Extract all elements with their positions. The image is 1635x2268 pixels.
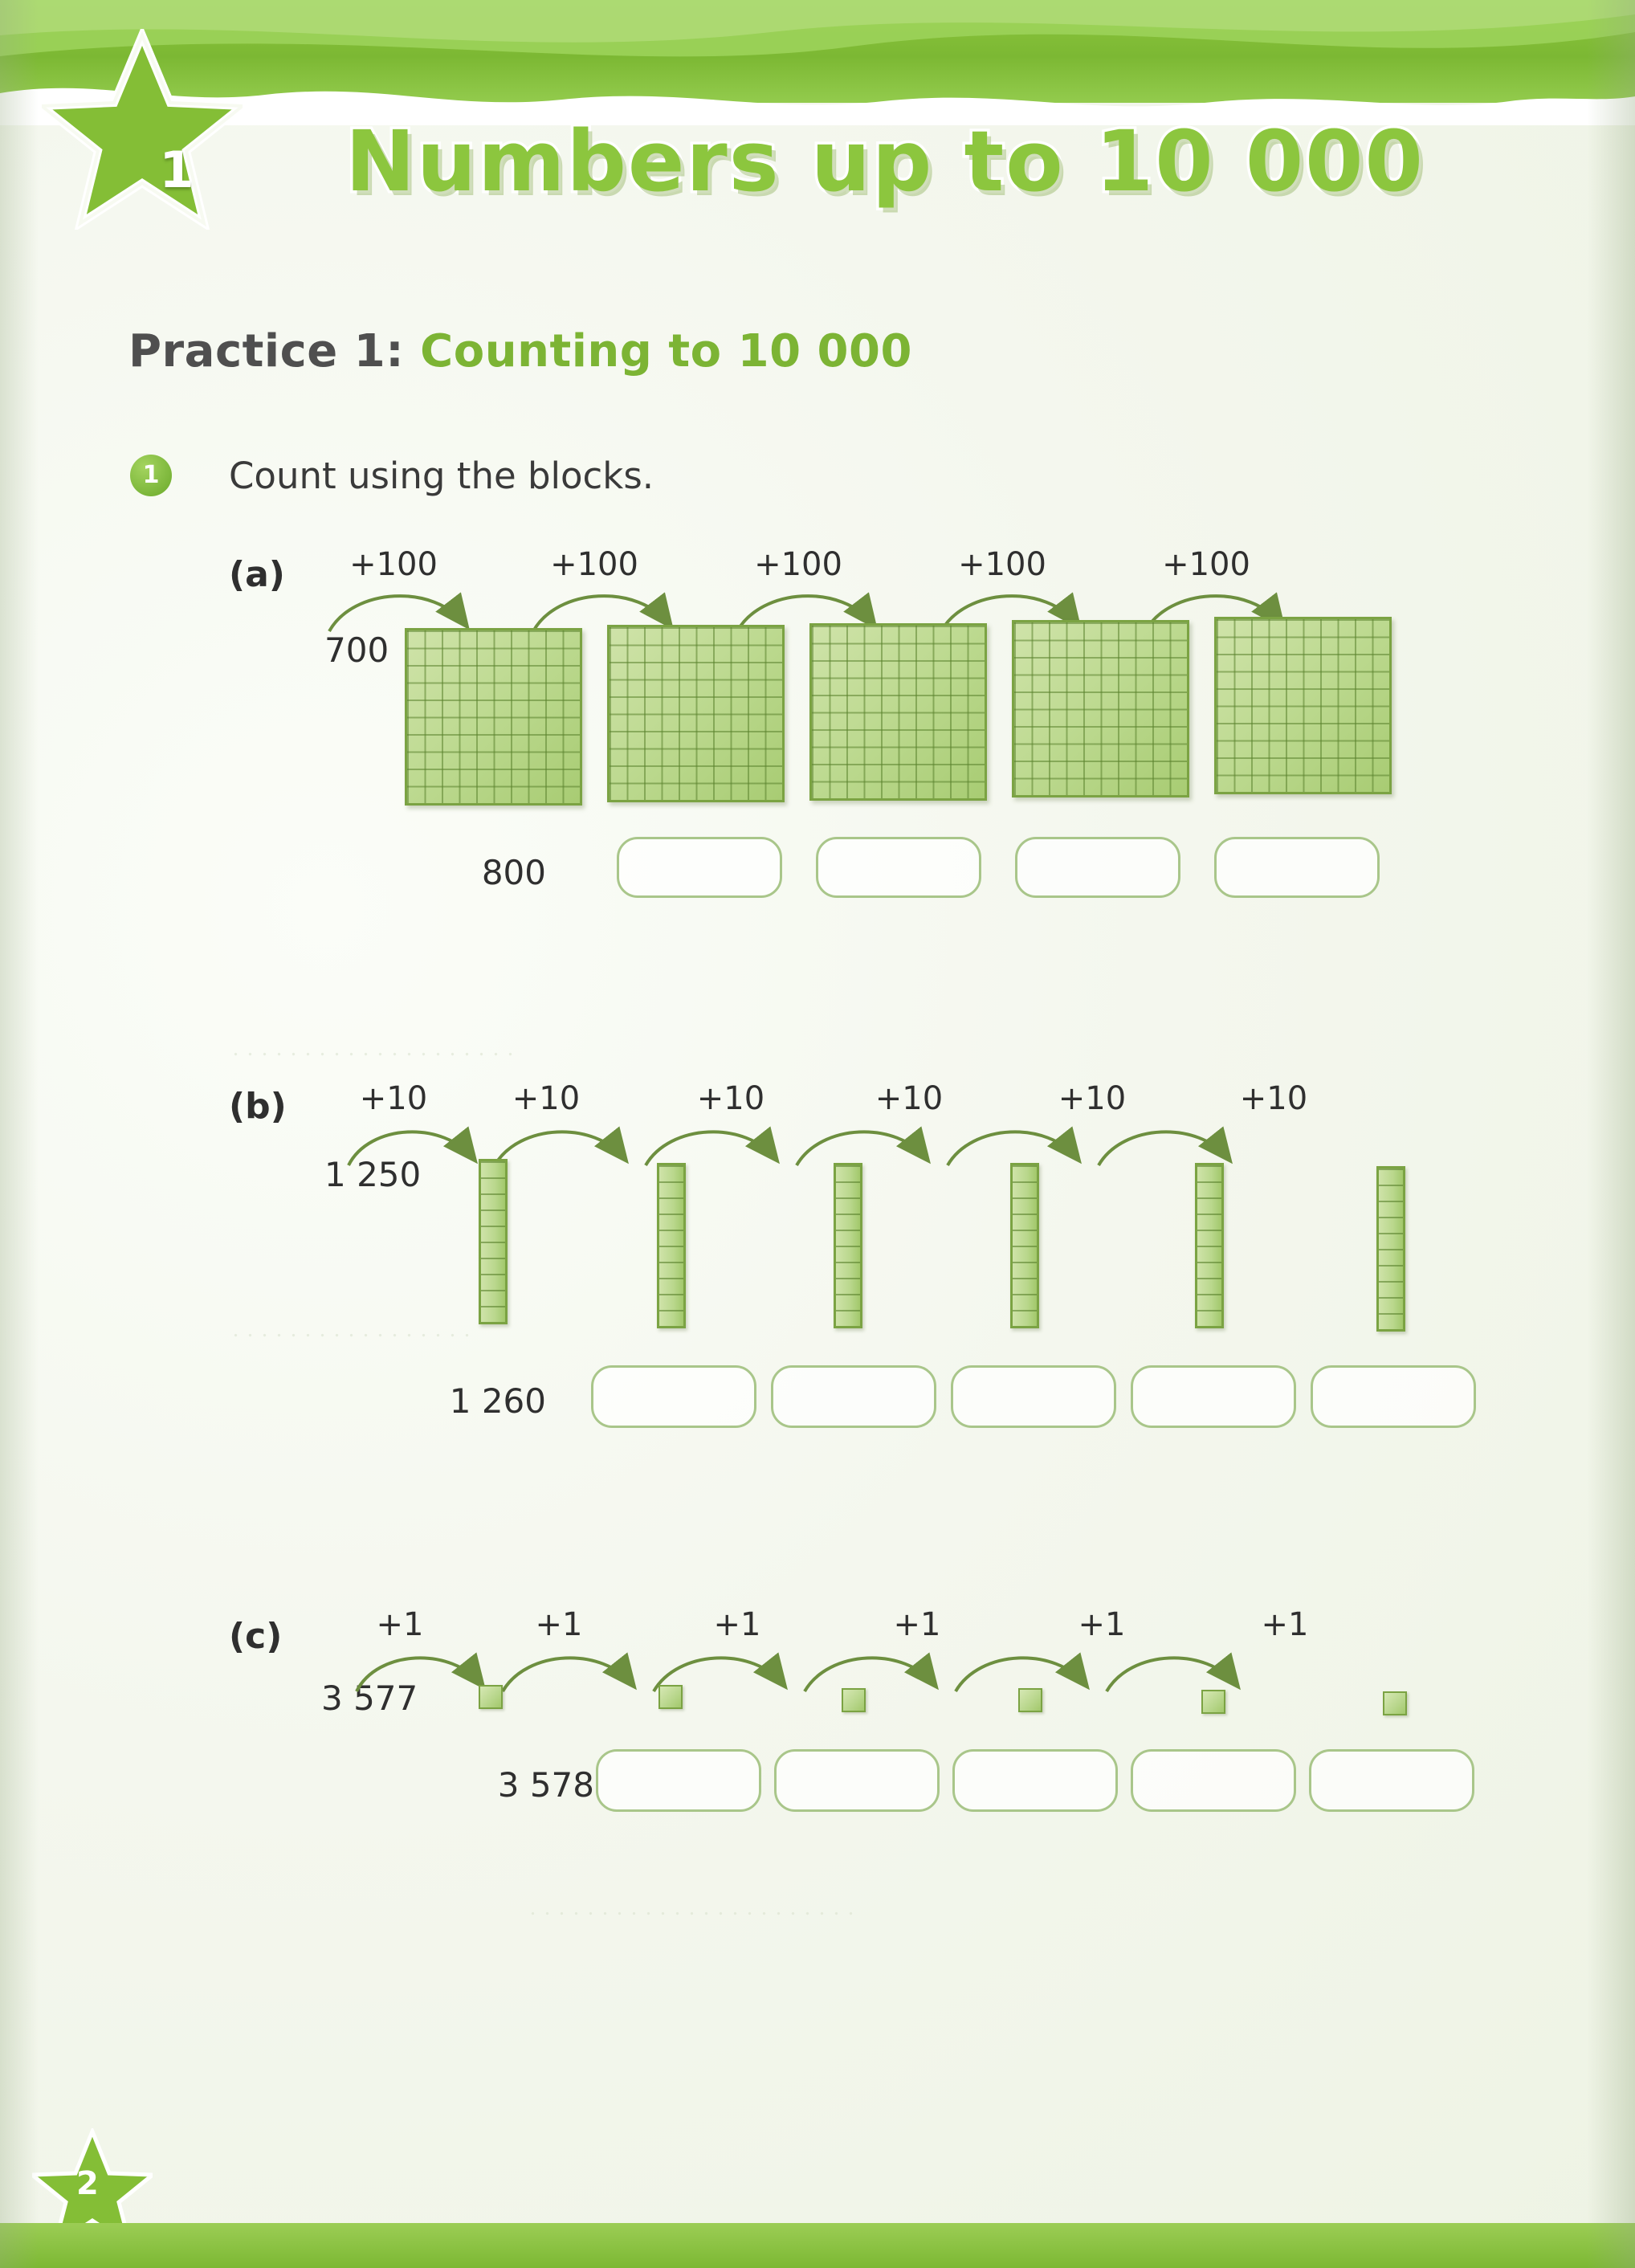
part-a-answer-box-3[interactable]	[1015, 837, 1180, 898]
chapter-number: 1	[159, 141, 194, 199]
chapter-star-badge	[42, 29, 243, 230]
part-a-start-value: 700	[324, 630, 389, 670]
hundred-flat-block	[607, 625, 785, 802]
question-instruction: Count using the blocks.	[229, 455, 654, 497]
part-b-step-3: +10	[696, 1080, 765, 1117]
part-c-step-4: +1	[893, 1606, 941, 1643]
ten-rod-block	[834, 1163, 862, 1328]
hundred-flat-block	[405, 628, 582, 806]
part-c-given-answer: 3 578	[497, 1765, 594, 1805]
part-a-answer-box-1[interactable]	[617, 837, 782, 898]
ghost-text: . . . . . . . . . . . . . . . . .	[233, 1317, 471, 1342]
part-label-a: (a)	[229, 554, 285, 595]
part-b-answer-box-1[interactable]	[591, 1365, 756, 1428]
practice-heading-dark: Practice 1:	[128, 325, 405, 377]
one-cube-block	[842, 1688, 866, 1712]
one-cube-block	[1383, 1691, 1407, 1715]
part-a-step-1: +100	[349, 546, 438, 583]
part-c-step-6: +1	[1261, 1606, 1309, 1643]
part-c-arrows	[345, 1638, 1413, 1707]
part-b-step-1: +10	[359, 1080, 428, 1117]
hundred-flat-block	[1214, 617, 1392, 794]
hundred-flat-block	[809, 623, 987, 801]
part-c-step-3: +1	[713, 1606, 761, 1643]
chapter-title: Numbers up to 10 000	[345, 112, 1425, 210]
ghost-text: . . . . . . . . . . . . . . . . . . . .	[233, 1036, 515, 1061]
ten-rod-block	[479, 1159, 508, 1324]
page-right-shadow	[1587, 0, 1635, 2268]
one-cube-block	[1201, 1690, 1225, 1714]
part-c-answer-box-1[interactable]	[596, 1749, 761, 1812]
part-a-step-5: +100	[1162, 546, 1250, 583]
part-b-step-4: +10	[875, 1080, 944, 1117]
one-cube-block	[658, 1685, 683, 1709]
ten-rod-block	[1376, 1166, 1405, 1332]
one-cube-block	[479, 1685, 503, 1709]
ten-rod-block	[1195, 1163, 1224, 1328]
ghost-text: . . . . . . . . . . . . . . . . . . . . . . .	[530, 1895, 855, 1920]
part-a-answer-box-2[interactable]	[816, 837, 981, 898]
part-a-step-3: +100	[754, 546, 842, 583]
part-c-step-5: +1	[1078, 1606, 1126, 1643]
ten-rod-block	[657, 1163, 686, 1328]
page-left-shadow	[0, 0, 39, 2268]
part-b-answer-box-4[interactable]	[1131, 1365, 1296, 1428]
one-cube-block	[1018, 1688, 1042, 1712]
question-number-badge: 1	[130, 455, 172, 496]
part-c-step-1: +1	[376, 1606, 424, 1643]
part-c-step-2: +1	[535, 1606, 583, 1643]
ten-rod-block	[1010, 1163, 1039, 1328]
footer-bar	[0, 2223, 1635, 2268]
part-b-step-2: +10	[512, 1080, 581, 1117]
part-label-c: (c)	[229, 1616, 283, 1657]
part-c-answer-box-5[interactable]	[1309, 1749, 1474, 1812]
part-b-step-5: +10	[1058, 1080, 1127, 1117]
part-b-answer-box-3[interactable]	[951, 1365, 1116, 1428]
part-b-given-answer: 1 260	[449, 1381, 546, 1421]
part-b-step-6: +10	[1239, 1080, 1308, 1117]
practice-heading-green: Counting to 10 000	[420, 325, 912, 377]
practice-heading	[128, 325, 912, 377]
hundred-flat-block	[1012, 620, 1189, 797]
part-a-given-answer: 800	[481, 853, 546, 892]
part-b-answer-box-5[interactable]	[1311, 1365, 1476, 1428]
part-c-answer-box-3[interactable]	[952, 1749, 1118, 1812]
part-c-answer-box-4[interactable]	[1131, 1749, 1296, 1812]
page-number: 2	[76, 2165, 99, 2202]
part-a-answer-box-4[interactable]	[1214, 837, 1380, 898]
part-b-answer-box-2[interactable]	[771, 1365, 936, 1428]
part-label-b: (b)	[229, 1086, 287, 1127]
part-b-start-value: 1 250	[324, 1155, 422, 1194]
part-c-answer-box-2[interactable]	[774, 1749, 940, 1812]
part-c-start-value: 3 577	[321, 1679, 418, 1718]
part-a-step-4: +100	[958, 546, 1046, 583]
part-a-step-2: +100	[550, 546, 638, 583]
